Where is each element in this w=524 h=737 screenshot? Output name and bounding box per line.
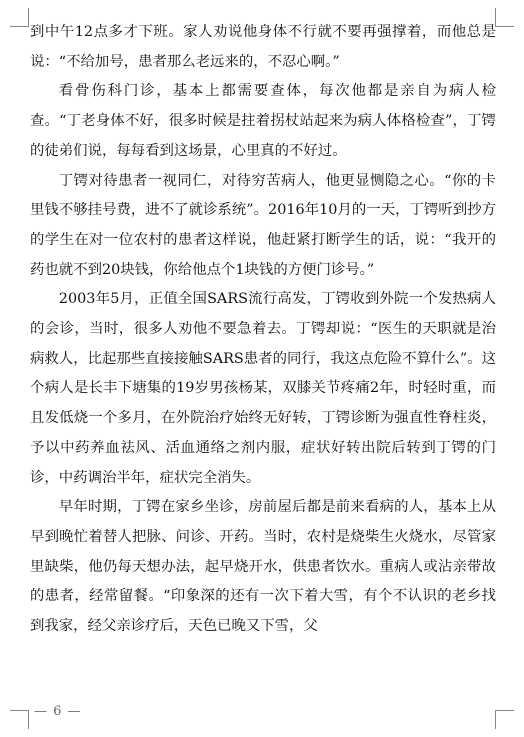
body-text [30,18,496,642]
paragraph: 到中午12点多才下班。家人劝说他身体不行就不要再强撑着，而他总是说：“不给加号，患者那么老远来的，不忍心啊。” [30,24,496,70]
crop-mark-top-left [10,8,29,27]
crop-mark-top-right [495,8,514,27]
paragraph: 早年时期，丁锷在家乡坐诊，房前屋后都是前来看病的人，基本上从早到晚忙着替人把脉、问诊、开药。当时，农村是烧柴生火烧水，尽管家里缺柴，他仍每天想办法，起早烧开水，供患者饮水。重病人或沾亲带故的患者，经常留餐。“印象深的还有一次下着大雪，有个不认识的老乡找到我家，经父亲诊疗后，天色已晚又下雪，父 [30,499,496,635]
paragraph: 丁锷对待患者一视同仁，对待穷苦病人，他更显恻隐之心。“你的卡里钱不够挂号费，进不了就诊系统”。2016年10月的一天，丁锷听到抄方的学生在对一位农村的患者这样说，他赶紧打断学生的话，说：“我开的药也就不到20块钱，你给他点个1块钱的方便门诊号。” [30,172,496,278]
paragraph: 2003年5月，正值全国SARS流行高发，丁锷收到外院一个发热病人的会诊，当时，很多人劝他不要急着去。丁锷却说：“医生的天职就是治病救人，比起那些直接接触SARS患者的同行，我这点危险不算什么”。这个病人是长丰下塘集的19岁男孩杨某，双膝关节疼痛2年，时轻时重，而且发低烧一个多月，在外院治疗始终无好转，丁锷诊断为强直性脊柱炎，予以中药养血祛风、活血通络之剂内服，症状好转出院后转到丁锷的门诊，中药调治半年，症状完全消失。 [30,291,496,486]
paragraph: 看骨伤科门诊，基本上都需要查体，每次他都是亲自为病人检查。“丁老身体不好，很多时候是拄着拐杖站起来为病人体格检查”，丁锷的徒弟们说，每每看到这场景，心里真的不好过。 [30,83,496,159]
crop-mark-bottom-right [495,710,514,729]
page-number: — 6 — [34,704,82,719]
crop-mark-bottom-left [10,710,29,729]
